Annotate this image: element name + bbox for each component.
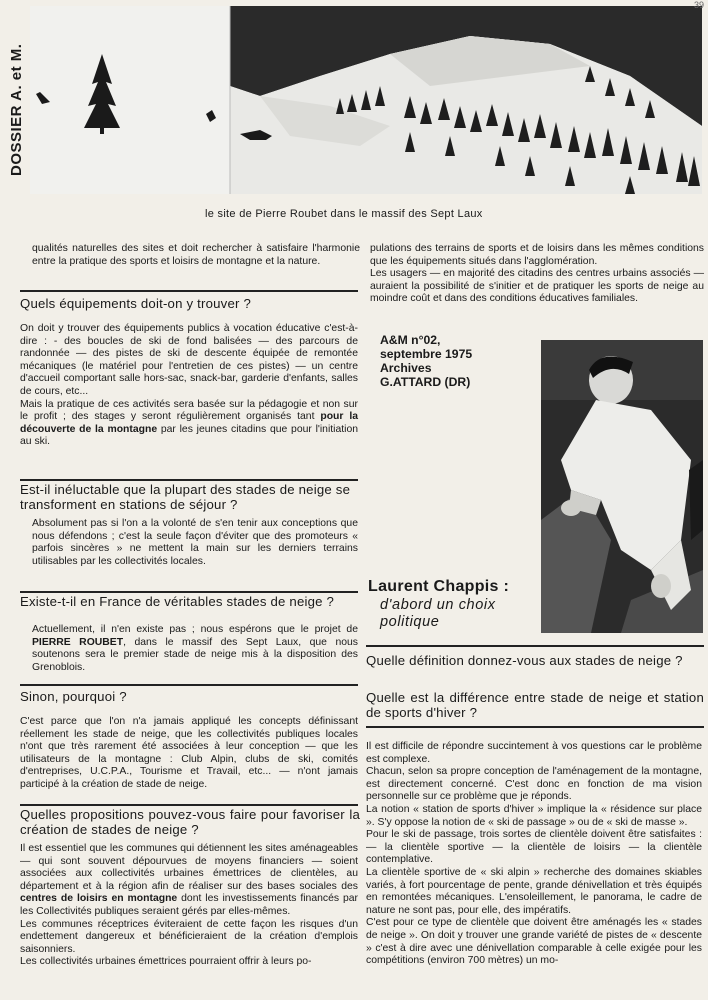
divider	[20, 684, 358, 686]
answer-paragraph: Chacun, selon sa propre conception de l'aménagement de la montagne, est directement concerné. C'est donc en fonction de ma vision personnelle sur ce problème que je réponds.	[366, 766, 702, 803]
answer-text: par les jeunes citadins que pour l'initiation au ski.	[20, 423, 358, 448]
question-heading: Sinon, pourquoi ?	[20, 689, 127, 704]
answer-block	[20, 323, 358, 449]
answer-paragraph	[20, 624, 358, 674]
page-corner-number: 39	[693, 0, 704, 10]
interviewee-name: Laurent Chappis :	[368, 578, 510, 595]
divider	[20, 479, 358, 481]
left-column	[20, 243, 360, 268]
snow-mountain-illustration	[30, 6, 702, 194]
answer-paragraph: C'est parce que l'on n'a jamais appliqué les concepts définissant réellement les stade de neige, que les collectivités publiques locales n'ont que très rarement été associées à leur conception — que les utilisateurs de la montagne : Club Alpin, clubs de ski, comités d'entreprises, U.C.P.A., Tourisme et Travail, etc... — n'ont jamais participé à la création de stade de neige.	[20, 716, 358, 790]
interview-subtitle	[380, 597, 496, 631]
continuation-paragraph: pulations des terrains de sports et de loisirs dans les mêmes conditions que les équipements situés dans l'agglomération.	[370, 243, 704, 267]
answer-text: dont les investissements financés par les Collectivités publiques seraient gérés par elles-mêmes.	[20, 893, 358, 917]
dossier-label-text: DOSSIER A. et M.	[8, 43, 25, 176]
mountain-site-photo	[30, 6, 702, 194]
answer-text: Il est essentiel que les communes qui détiennent les sites aménageables — qui sont souvent dépourvues de moyens financiers — soient associées aux collectivités urbaines émettrices de clientèles, au département et à la région afin de réaliser sur des bases sociales des	[20, 843, 358, 892]
answer-block	[20, 624, 358, 674]
answer-paragraph: Pour le ski de passage, trois sortes de clientèle doivent être satisfaites : — la clientèle sportive — la clientèle de loisirs — la clientèle contemplative.	[366, 829, 702, 866]
right-answer-block	[366, 741, 702, 968]
subtitle-line: politique	[380, 614, 440, 630]
intro-paragraph: qualités naturelles des sites et doit rechercher à satisfaire l'harmonie entre la pratique des sports et loisirs de montagne et la nature.	[32, 243, 360, 267]
divider	[366, 726, 704, 728]
portrait-photo	[541, 340, 703, 633]
answer-block	[20, 716, 358, 792]
answer-emphasis: centres de loisirs en montagne	[20, 893, 178, 905]
answer-text: , dans le massif des Sept Laux, que nous soutenons sera le premier stade de neige mis à la disposition des Grenoblois.	[32, 636, 358, 673]
continuation-paragraph: Les usagers — en majorité des citadins des centres urbains associés — auraient la possibilité de s'initier et de pratiquer les sports de neige au moindre coût et dans des conditions éducatives familiales.	[370, 268, 704, 305]
question-heading: Quelle est la différence entre stade de neige et station de sports d'hiver ?	[366, 690, 704, 720]
answer-text: Actuellement, il n'en existe pas ; nous espérons que le projet de	[32, 624, 358, 635]
answer-paragraph	[20, 843, 358, 919]
right-top-block	[370, 243, 704, 306]
answer-paragraph: La clientèle sportive de « ski alpin » recherche des domaines skiables variés, à fort pourcentage de pente, grande dénivellation et très équipés en remontées mécaniques. L'ensoleillement, le panorama, le cadre de nature ne sont pas, pour elle, des impératifs.	[366, 866, 702, 916]
answer-block	[20, 843, 358, 969]
credit-line: A&M n°02,	[380, 333, 441, 347]
answer-paragraph: Absolument pas si l'on a la volonté de s'en tenir aux conceptions que nous défendons ; c'est la seule façon d'éviter que des promoteurs « parfois sincères » ne mettent la main sur les derniers terrains utilisables par les collectivités locales.	[32, 518, 358, 567]
answer-block	[20, 518, 358, 568]
photo-caption: le site de Pierre Roubet dans le massif des Sept Laux	[205, 208, 483, 220]
question-heading: Quelle définition donnez-vous aux stades de neige ?	[366, 653, 683, 668]
divider	[20, 804, 358, 806]
answer-paragraph: Les communes réceptrices éviteraient de cette façon les risques d'un endettement dangereux et bénéficieraient de la création d'emplois saisonniers.	[20, 918, 358, 955]
question-heading: Existe-t-il en France de véritables stades de neige ?	[20, 594, 335, 609]
answer-paragraph: Il est difficile de répondre succintement à vos questions car le problème est complexe.	[366, 741, 702, 765]
answer-emphasis: PIERRE ROUBET	[32, 636, 124, 648]
credit-line: Archives	[380, 361, 432, 375]
dossier-side-label	[6, 6, 28, 176]
answer-paragraph: On doit y trouver des équipements publics à vocation éducative c'est-à-dire : - des boucles de ski de fond balisées — des parcours de randonnée — des pistes de ski de descente équipée de remontée mécaniques (le matériel pour l'entretien de ces pistes) — un centre d'accueil comportant salle hors-sac, snack-bar, garderie d'enfants, salles de cours, etc...	[20, 323, 358, 397]
divider	[20, 591, 358, 593]
divider	[366, 645, 704, 647]
portrait-illustration	[541, 340, 703, 633]
answer-text: Mais la pratique de ces activités sera basée sur la pédagogie et non sur le profit ; des stages y seront régulièrement organisés tant	[20, 398, 358, 423]
credit-line: G.ATTARD (DR)	[380, 375, 471, 389]
question-heading: Quels équipements doit-on y trouver ?	[20, 296, 251, 311]
answer-paragraph	[20, 399, 358, 449]
question-heading: Est-il inéluctable que la plupart des stades de neige se transforment en stations de séjour ?	[20, 482, 351, 512]
answer-paragraph: C'est pour ce type de clientèle que doivent être aménagés les « stades de neige ». On doit y trouver une grande variété de pistes de « descente » c'est à dire avec une dénivellation comparable à celle exigée pour les compétitions (environ 700 mètres) un mo-	[366, 917, 702, 967]
answer-paragraph: La notion « station de sports d'hiver » implique la « résidence sur place ». S'y oppose la notion de « ski de passage » ou de « ski de masse ».	[366, 803, 702, 828]
answer-paragraph: Les collectivités urbaines émettrices pourraient offrir à leurs po-	[20, 956, 312, 968]
answer-emphasis: pour la découverte de la montagne	[20, 411, 358, 435]
divider	[20, 290, 358, 292]
subtitle-line: d'abord un choix	[380, 597, 496, 613]
credit-line: septembre 1975	[380, 347, 473, 361]
archive-credits	[380, 333, 530, 389]
question-heading: Quelles propositions pouvez-vous faire pour favoriser la création de stades de neige ?	[20, 807, 360, 837]
